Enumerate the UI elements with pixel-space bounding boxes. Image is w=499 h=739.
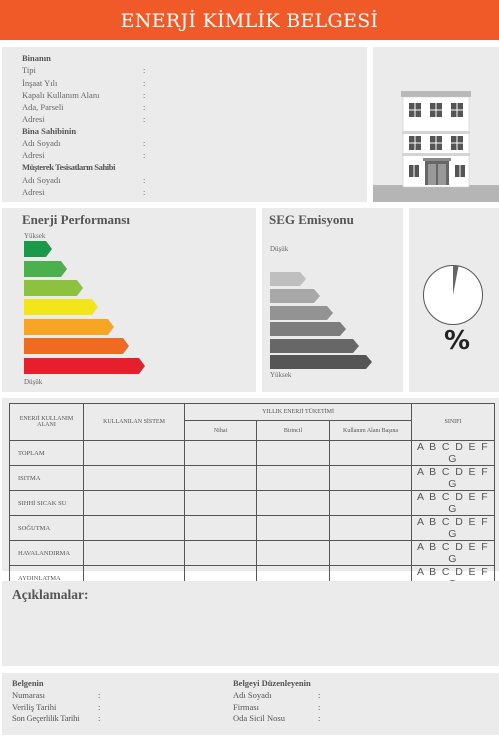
table-cell: [84, 441, 185, 466]
table-cell: [84, 541, 185, 566]
energy-bar-b: [24, 261, 67, 277]
section-building-label: Binanın: [22, 53, 51, 63]
remarks-title: Açıklamalar:: [12, 587, 89, 602]
table-cell: [84, 516, 185, 541]
field-separator: :: [98, 690, 101, 700]
emission-bar-4: [270, 322, 346, 336]
field-separator: :: [98, 713, 101, 723]
row-label: SIHHİ SICAK SU: [10, 491, 84, 516]
field-separator: :: [98, 702, 101, 712]
col-usage-header: ENERJİ KULLANIM ALANI: [10, 404, 84, 441]
emission-bottom-label: Yüksek: [270, 371, 292, 379]
table-row: [10, 516, 495, 541]
class-letters: A B C D E F G: [412, 491, 495, 516]
table-cell: [185, 466, 257, 491]
row-label: ISITMA: [10, 466, 84, 491]
issuer-section-label: Belgeyi Düzenleyenin: [233, 678, 311, 688]
field-separator: :: [318, 690, 321, 700]
table-row: [10, 441, 495, 466]
energy-bar-c: [24, 280, 83, 296]
building-image-panel: [373, 47, 499, 202]
row-label: AYDINLATMA: [10, 566, 84, 591]
field-owner-address: Adresi: [22, 150, 45, 160]
table-cell: [257, 516, 330, 541]
field-separator: :: [143, 114, 146, 124]
field-issuer-registry: Oda Sicil Nosu: [233, 713, 285, 723]
row-label: TOPLAM: [10, 441, 84, 466]
field-shared-address: Adresi: [22, 187, 45, 197]
field-separator: :: [318, 713, 321, 723]
table-cell: [185, 541, 257, 566]
table-cell: [330, 541, 412, 566]
table-row: [10, 541, 495, 566]
table-cell: [84, 491, 185, 516]
field-separator: :: [143, 65, 146, 75]
emission-bar-5: [270, 339, 359, 353]
consumption-table: [9, 403, 495, 591]
energy-class-scale: [24, 241, 154, 376]
field-separator: :: [143, 90, 146, 100]
field-separator: :: [318, 702, 321, 712]
row-label: HAVALANDIRMA: [10, 541, 84, 566]
table-cell: [185, 491, 257, 516]
energy-bottom-label: Düşük: [24, 378, 43, 386]
field-issuer-company: Firması: [233, 702, 259, 712]
field-document-number: Numarası: [12, 690, 46, 700]
emission-top-label: Düşük: [270, 245, 289, 253]
field-separator: :: [143, 150, 146, 160]
table-cell: [257, 441, 330, 466]
emission-bar-1: [270, 272, 306, 286]
table-row: [10, 491, 495, 516]
table-cell: [185, 516, 257, 541]
field-floor-area: Kapalı Kullanım Alanı: [22, 90, 100, 100]
table-cell: [330, 491, 412, 516]
document-section-label: Belgenin: [12, 678, 44, 688]
emission-scale: [270, 272, 380, 370]
table-cell: [185, 441, 257, 466]
field-separator: :: [143, 175, 146, 185]
emission-title: SEG Emisyonu: [269, 212, 354, 227]
col-annual-header: YILLIK ENERJİ TÜKETİMİ: [185, 404, 412, 421]
emission-bar-2: [270, 289, 320, 303]
field-construction-year: İnşaat Yılı: [22, 78, 58, 88]
field-address: Adresi: [22, 114, 45, 124]
energy-bar-a: [24, 241, 52, 257]
section-owner-label: Bina Sahibinin: [22, 126, 77, 136]
page-title: ENERJİ KİMLİK BELGESİ: [120, 10, 379, 32]
field-owner-name: Adı Soyadı: [22, 138, 61, 148]
table-cell: [330, 466, 412, 491]
energy-bar-f: [24, 338, 129, 354]
col-primary-header: Birincil: [257, 421, 330, 441]
pie-chart: [421, 263, 485, 327]
section-shared-label: Müşterek Tesisatların Sahibi: [22, 162, 116, 172]
col-class-header: SINIFI: [412, 404, 495, 441]
field-separator: :: [143, 187, 146, 197]
class-letters: A B C D E F G: [412, 516, 495, 541]
emission-bar-6: [270, 355, 372, 369]
field-type: Tipi: [22, 65, 36, 75]
col-final-header: Nihai: [185, 421, 257, 441]
table-cell: [330, 516, 412, 541]
table-cell: [257, 541, 330, 566]
energy-bar-g: [24, 358, 145, 374]
field-separator: :: [143, 102, 146, 112]
energy-performance-title: Enerji Performansı: [22, 212, 130, 227]
table-cell: [84, 466, 185, 491]
field-parcel: Ada, Parseli: [22, 102, 64, 112]
header-bar: [0, 0, 499, 40]
col-system-header: KULLANILAN SİSTEM: [84, 404, 185, 441]
energy-bar-d: [24, 299, 98, 315]
table-cell: [330, 441, 412, 466]
class-letters: A B C D E F G: [412, 441, 495, 466]
field-expiry-date: Son Geçerlilik Tarihi: [12, 713, 80, 723]
table-row: [10, 466, 495, 491]
percent-symbol: %: [444, 326, 471, 356]
class-letters: A B C D E F G: [412, 541, 495, 566]
class-letters: A B C D E F G: [412, 466, 495, 491]
class-letters: A B C D E F: [412, 566, 495, 591]
row-label: SOĞUTMA: [10, 516, 84, 541]
energy-top-label: Yüksek: [24, 232, 46, 240]
building-icon: [373, 47, 499, 202]
col-per-area-header: Kullanım Alanı Başına: [330, 421, 412, 441]
field-issue-date: Veriliş Tarihi: [12, 702, 57, 712]
field-shared-name: Adı Soyadı: [22, 175, 61, 185]
field-issuer-name: Adı Soyadı: [233, 690, 272, 700]
table-cell: [257, 466, 330, 491]
table-cell: [257, 491, 330, 516]
field-separator: :: [143, 78, 146, 88]
energy-bar-e: [24, 319, 114, 335]
field-separator: :: [143, 138, 146, 148]
emission-bar-3: [270, 306, 333, 320]
